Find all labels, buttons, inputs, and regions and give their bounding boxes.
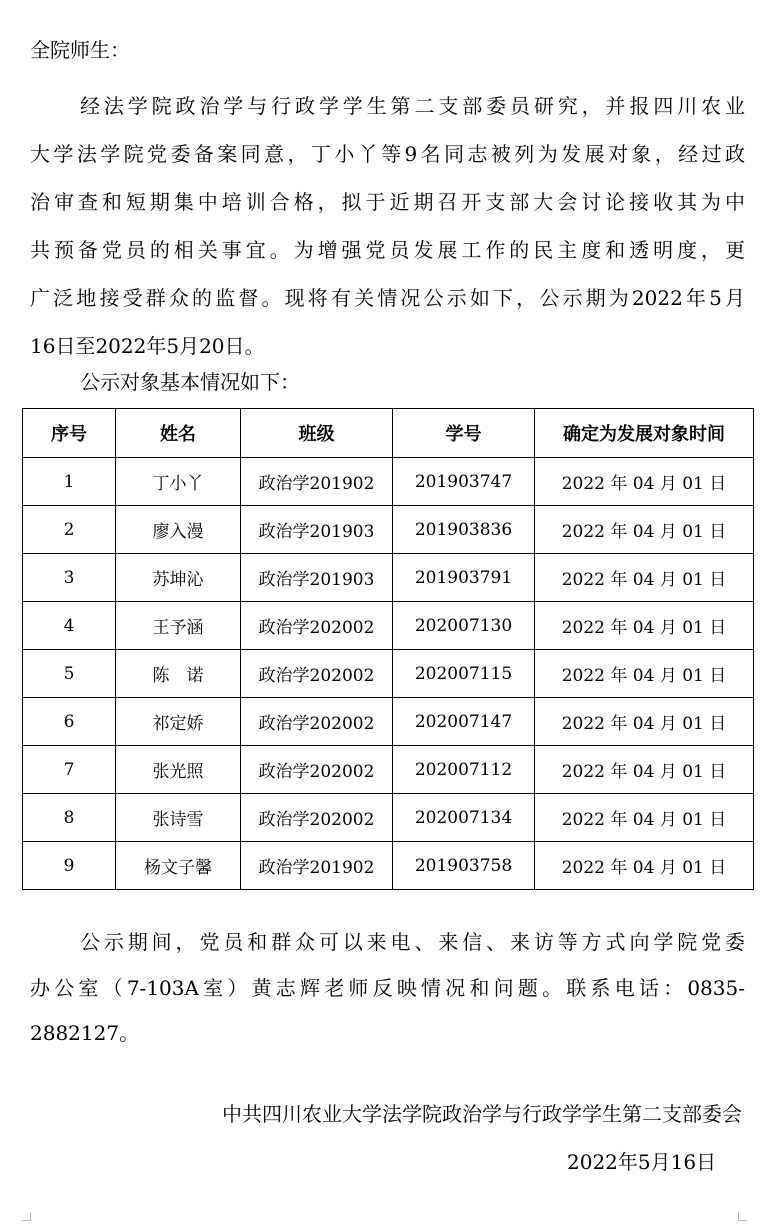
cell-name: 张诗雪	[116, 794, 241, 842]
cell-student-id: 202007134	[393, 794, 535, 842]
table-row	[23, 746, 754, 794]
header-name: 姓名	[116, 409, 241, 458]
cell-class: 政治学202002	[241, 794, 393, 842]
cell-index: 7	[23, 746, 116, 794]
cell-student-id: 202007115	[393, 650, 535, 698]
table-row	[23, 554, 754, 602]
cell-name: 祁定娇	[116, 698, 241, 746]
header-class: 班级	[241, 409, 393, 458]
cell-index: 5	[23, 650, 116, 698]
cell-student-id: 201903758	[393, 842, 535, 890]
cell-class: 政治学202002	[241, 746, 393, 794]
cell-class: 政治学201902	[241, 842, 393, 890]
table-header-row	[23, 409, 754, 458]
paragraph-1-line-6: 16日至2022年5月20日。	[30, 334, 265, 358]
nominee-table	[22, 408, 754, 890]
cell-class: 政治学202002	[241, 602, 393, 650]
table-row	[23, 698, 754, 746]
cell-date: 2022 年 04 月 01 日	[535, 554, 754, 602]
table-row	[23, 794, 754, 842]
cell-date: 2022 年 04 月 01 日	[535, 650, 754, 698]
cell-class: 政治学202002	[241, 698, 393, 746]
header-index: 序号	[23, 409, 116, 458]
cell-student-id: 202007112	[393, 746, 535, 794]
paragraph-1-line-3: 治审查和短期集中培训合格，拟于近期召开支部大会讨论接收其为中	[30, 190, 745, 214]
cell-index: 3	[23, 554, 116, 602]
paragraph-1-line-2: 大学法学院党委备案同意，丁小丫等9名同志被列为发展对象，经过政	[30, 142, 745, 166]
cell-index: 2	[23, 506, 116, 554]
header-student-id: 学号	[393, 409, 535, 458]
cell-student-id: 201903836	[393, 506, 535, 554]
cell-name: 张光照	[116, 746, 241, 794]
signature-date: 2022年5月16日	[567, 1150, 717, 1174]
page-corner-mark-right	[738, 1212, 747, 1221]
page-corner-mark-left	[22, 1212, 31, 1221]
signature: 中共四川农业大学法学院政治学与行政学学生第二支部委会	[222, 1102, 742, 1126]
table-row	[23, 506, 754, 554]
cell-date: 2022 年 04 月 01 日	[535, 794, 754, 842]
table-row	[23, 842, 754, 890]
paragraph-1-line-4: 共预备党员的相关事宜。为增强党员发展工作的民主度和透明度，更	[30, 238, 745, 262]
cell-name: 王予涵	[116, 602, 241, 650]
cell-name: 陈 诺	[116, 650, 241, 698]
paragraph-2-line-2: 办公室（7-103A室）黄志辉老师反映情况和问题。联系电话：0835-	[30, 976, 745, 1000]
cell-student-id: 202007147	[393, 698, 535, 746]
cell-class: 政治学201902	[241, 458, 393, 506]
paragraph-1-line-5: 广泛地接受群众的监督。现将有关情况公示如下，公示期为2022年5月	[30, 286, 745, 310]
cell-date: 2022 年 04 月 01 日	[535, 698, 754, 746]
cell-index: 4	[23, 602, 116, 650]
cell-date: 2022 年 04 月 01 日	[535, 506, 754, 554]
cell-index: 9	[23, 842, 116, 890]
paragraph-1-line-1: 经法学院政治学与行政学学生第二支部委员研究，并报四川农业	[80, 94, 745, 118]
cell-name: 廖入漫	[116, 506, 241, 554]
cell-index: 1	[23, 458, 116, 506]
cell-date: 2022 年 04 月 01 日	[535, 458, 754, 506]
cell-date: 2022 年 04 月 01 日	[535, 842, 754, 890]
table-intro: 公示对象基本情况如下：	[80, 370, 300, 394]
paragraph-2-line-3: 2882127。	[30, 1021, 140, 1045]
table-row	[23, 650, 754, 698]
cell-class: 政治学201903	[241, 554, 393, 602]
paragraph-2-line-1: 公示期间，党员和群众可以来电、来信、来访等方式向学院党委	[80, 930, 745, 954]
cell-class: 政治学202002	[241, 650, 393, 698]
cell-student-id: 202007130	[393, 602, 535, 650]
cell-name: 杨文子馨	[116, 842, 241, 890]
cell-name: 丁小丫	[116, 458, 241, 506]
header-date: 确定为发展对象时间	[535, 409, 754, 458]
cell-date: 2022 年 04 月 01 日	[535, 602, 754, 650]
cell-class: 政治学201903	[241, 506, 393, 554]
table-row	[23, 602, 754, 650]
cell-date: 2022 年 04 月 01 日	[535, 746, 754, 794]
cell-index: 6	[23, 698, 116, 746]
cell-index: 8	[23, 794, 116, 842]
cell-student-id: 201903791	[393, 554, 535, 602]
cell-name: 苏坤沁	[116, 554, 241, 602]
salutation: 全院师生：	[30, 38, 130, 62]
table-row	[23, 458, 754, 506]
cell-student-id: 201903747	[393, 458, 535, 506]
